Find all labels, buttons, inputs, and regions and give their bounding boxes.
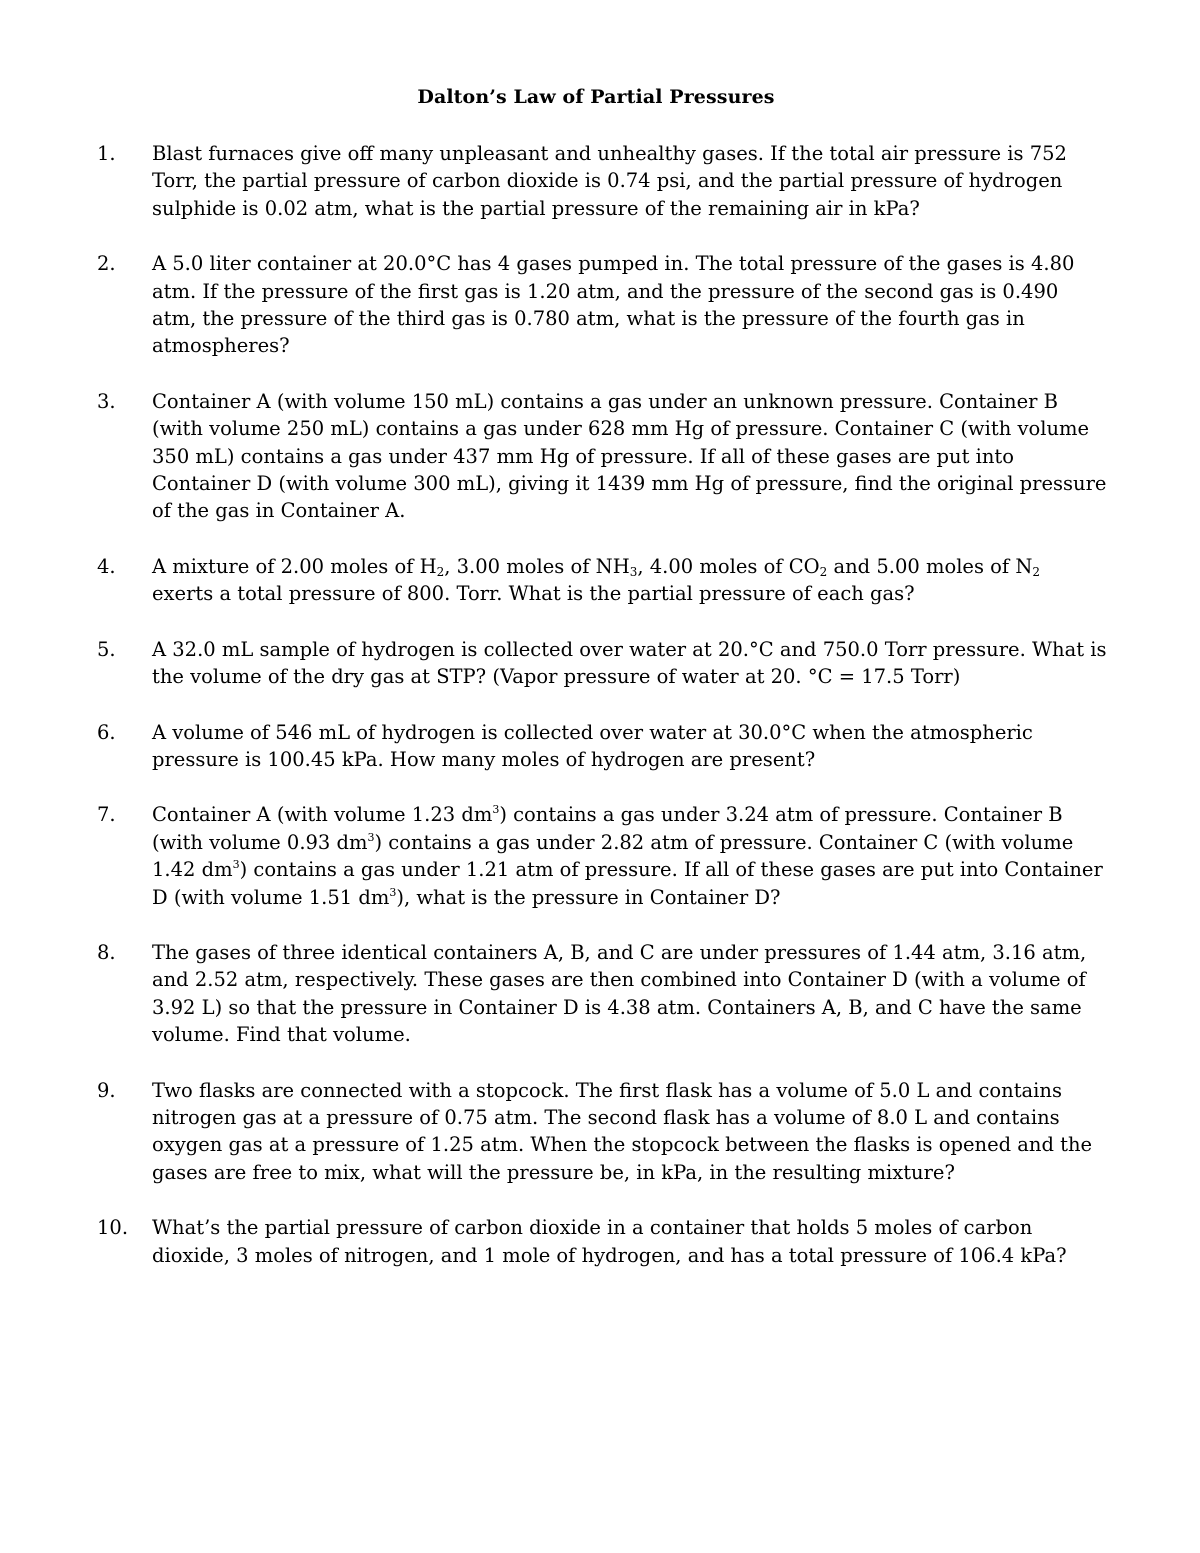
question-text-run: , 4.00 moles of CO (637, 554, 820, 578)
question-item (97, 719, 1107, 774)
question-number: 4. (97, 554, 116, 578)
question-number: 10. (97, 1216, 129, 1240)
question-text (152, 636, 1107, 691)
question-text (152, 140, 1107, 222)
question-text-run: A 5.0 liter container at 20.0°C has 4 gases pumped in. The total pressure of the gases is 4.80 atm. If the pressure of the first gas is 1.20 atm, and the pressure of the second gas is 0.490 atm, the pressure of the third gas is 0.780 atm, what is the pressure of the fourth gas in atmospheres? (152, 252, 1075, 358)
question-item (97, 250, 1107, 360)
question-text (152, 553, 1107, 608)
question-item (97, 388, 1107, 525)
question-text-run: ), what is the pressure in Container D? (396, 885, 781, 909)
question-text-run: ) contains a gas under 2.82 atm of pressure. Container C (with volume 1.42 dm (152, 830, 1074, 882)
question-number: 1. (97, 142, 116, 165)
question-number: 3. (97, 389, 116, 413)
question-list (97, 140, 1107, 1297)
question-text-run: A 32.0 mL sample of hydrogen is collected over water at 20.°C and 750.0 Torr pressure. What is the volume of the dry gas at STP? (Vapor pressure of water at 20. °C = 17.5 Torr) (152, 637, 1107, 689)
question-number: 5. (97, 637, 116, 661)
question-number: 2. (97, 252, 116, 276)
question-text-run: The gases of three identical containers A, B, and C are under pressures of 1.44 atm, 3.16 atm, and 2.52 atm, respectively. These gases are then combined into Container D (with a volume of 3.92 L) so that the pressure in Container D is 4.38 atm. Containers A, B, and C have the same volume. Find that volume. (152, 940, 1087, 1047)
question-text-run: Blast furnaces give off many unpleasant and unhealthy gases. If the total air pressure is 752 Torr, the partial pressure of carbon dioxide is 0.74 psi, and the partial pressure of hydrogen sulphide is 0.02 atm, what is the partial pressure of the remaining air in kPa? (152, 142, 1067, 220)
question-text-run: Container A (with volume 1.23 dm (152, 803, 493, 827)
subscript: 2 (436, 564, 445, 579)
question-text (152, 250, 1107, 360)
question-item (97, 140, 1107, 222)
question-text-run: and 5.00 moles of N (827, 554, 1033, 578)
question-item (97, 1214, 1107, 1269)
question-text (152, 939, 1107, 1049)
question-text-run: ) contains a gas under 1.21 atm of pressure. If all of these gases are put into Container D (with volume 1.51 dm (152, 858, 1103, 909)
subscript: 2 (819, 564, 828, 579)
question-text-run: , 3.00 moles of NH (444, 554, 630, 578)
question-text-run: Two flasks are connected with a stopcock. The first flask has a volume of 5.0 L and contains nitrogen gas at a pressure of 0.75 atm. The second flask has a volume of 8.0 L and contains oxygen gas at a pressure of 1.25 atm. When the stopcock between the flasks is opened and the gases are free to mix, what will the pressure be, in kPa, in the resulting mixture? (152, 1078, 1093, 1184)
question-text-run: A mixture of 2.00 moles of H (152, 554, 437, 578)
document-title: Dalton’s Law of Partial Pressures (417, 86, 775, 108)
question-text (152, 1214, 1107, 1269)
question-item (97, 636, 1107, 691)
question-text (152, 388, 1107, 525)
question-text-run: ) contains a gas under 3.24 atm of pressure. Container B (with volume 0.93 dm (152, 803, 1063, 854)
question-item (97, 939, 1107, 1049)
superscript: 3 (232, 858, 240, 872)
question-item (97, 553, 1107, 608)
question-item (97, 1077, 1107, 1187)
question-text-run: What’s the partial pressure of carbon dioxide in a container that holds 5 moles of carbon dioxide, 3 moles of nitrogen, and 1 mole of hydrogen, and has a total pressure of 106.4 kPa? (152, 1216, 1067, 1267)
question-text (152, 1077, 1107, 1187)
question-text (152, 801, 1107, 911)
subscript: 3 (629, 564, 638, 579)
subscript: 2 (1032, 564, 1041, 579)
question-text (152, 719, 1107, 774)
question-item (97, 801, 1107, 911)
superscript: 3 (389, 885, 397, 899)
superscript: 3 (367, 830, 375, 844)
question-text-run: A volume of 546 mL of hydrogen is collected over water at 30.0°C when the atmospheric pressure is 100.45 kPa. How many moles of hydrogen are present? (152, 720, 1033, 771)
question-number: 6. (97, 720, 116, 744)
question-number: 7. (97, 803, 116, 827)
question-number: 8. (97, 940, 116, 964)
question-text-run: Container A (with volume 150 mL) contains a gas under an unknown pressure. Container B (with volume 250 mL) contains a gas under 628 mm Hg of pressure. Container C (with volume 350 mL) contains a gas under 437 mm Hg of pressure. If all of these gases are put into Container D (with volume 300 mL), giving it 1439 mm Hg of pressure, find the original pressure of the gas in Container A. (152, 389, 1107, 523)
superscript: 3 (492, 803, 500, 817)
question-text-run: exerts a total pressure of 800. Torr. What is the partial pressure of each gas? (152, 582, 915, 606)
question-number: 9. (97, 1078, 116, 1102)
